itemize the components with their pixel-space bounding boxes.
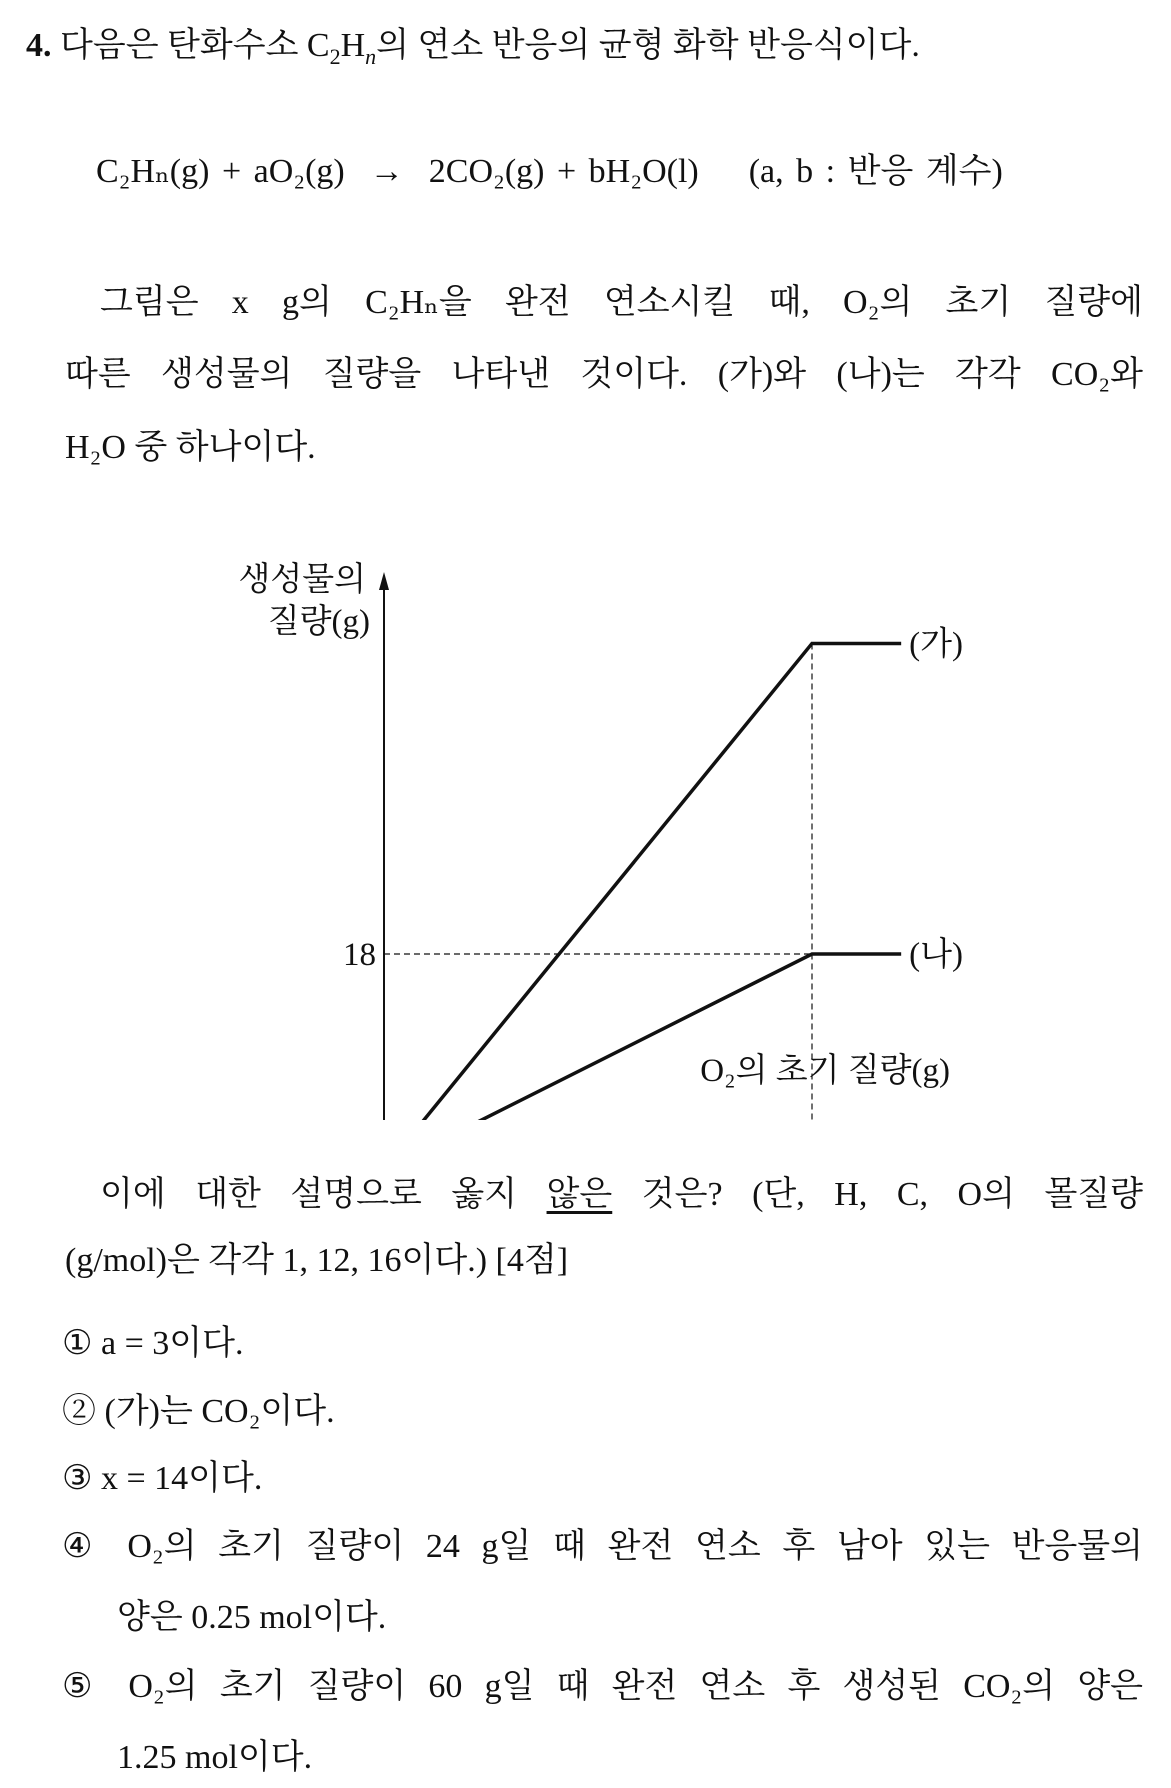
choice-text: (가)는 CO₂이다. <box>104 1393 335 1430</box>
description-line: 따른 생성물의 질량을 나타낸 것이다. (가)와 (나)는 각각 CO₂와 <box>65 356 1143 393</box>
series-label-na: (나) <box>909 937 964 973</box>
choice-marker: ① <box>62 1325 93 1362</box>
choice-3[interactable] <box>62 1459 262 1499</box>
series-label-ga: (가) <box>909 626 964 663</box>
choice-marker: ④ <box>62 1528 106 1565</box>
title-text: H <box>340 27 366 64</box>
y-tick-label: 18 <box>343 937 376 973</box>
prompt-text: 것은? (단, H, C, O의 몰질량 <box>612 1176 1143 1213</box>
choice-text: a = 3이다. <box>100 1325 244 1362</box>
question-number: 4. <box>26 27 52 64</box>
choice-4[interactable] <box>62 1527 1143 1567</box>
title-text: 의 연소 반응의 균형 화학 반응식이다. <box>376 27 920 64</box>
choice-5[interactable] <box>62 1667 1143 1707</box>
choice-text: O₂의 초기 질량이 60 g일 때 완전 연소 후 생성된 CO₂의 양은 <box>128 1668 1144 1705</box>
choice-2[interactable] <box>62 1392 335 1432</box>
x-axis-label: O₂의 초기 질량(g) <box>700 1053 950 1089</box>
choice-marker: ② <box>62 1393 96 1430</box>
prompt-line: (g/mol)은 각각 1, 12, 16이다.) [4점] <box>65 1242 569 1279</box>
description-line: 그림은 x g의 C₂Hₙ을 완전 연소시킬 때, O₂의 초기 질량에 <box>100 284 1143 321</box>
series-line-ga <box>384 643 901 1120</box>
coefficient-note: (a, b : 반응 계수) <box>748 153 1003 190</box>
series-line-na <box>384 954 901 1120</box>
equation-reactants: C₂Hₙ(g) + aO₂(g) <box>96 153 345 190</box>
choice-marker: ⑤ <box>62 1668 107 1705</box>
prompt-line <box>100 1175 1143 1215</box>
y-axis-arrow-icon <box>379 572 389 590</box>
y-axis-label: 생성물의 <box>238 562 366 598</box>
choice-text: x = 14이다. <box>100 1460 263 1497</box>
choice-1[interactable] <box>62 1324 243 1364</box>
choice-5-continued: 1.25 mol이다. <box>117 1739 313 1776</box>
subscript: n <box>365 44 377 69</box>
prompt-text: 이에 대한 설명으로 옳지 <box>100 1176 547 1213</box>
reaction-arrow: → <box>369 153 404 190</box>
description-line: H₂O 중 하나이다. <box>65 429 316 466</box>
title-text: 다음은 탄화수소 C <box>60 27 330 64</box>
subscript: 2 <box>329 44 341 69</box>
choice-4-continued: 양은 0.25 mol이다. <box>117 1599 387 1636</box>
choice-text: O₂의 초기 질량이 24 g일 때 완전 연소 후 남아 있는 반응물의 <box>127 1528 1143 1565</box>
underlined-emphasis: 않은 <box>546 1176 613 1213</box>
equation-products: 2CO₂(g) + bH₂O(l) <box>428 153 699 190</box>
choice-marker: ③ <box>62 1460 93 1497</box>
y-axis-label: 질량(g) <box>267 604 370 640</box>
